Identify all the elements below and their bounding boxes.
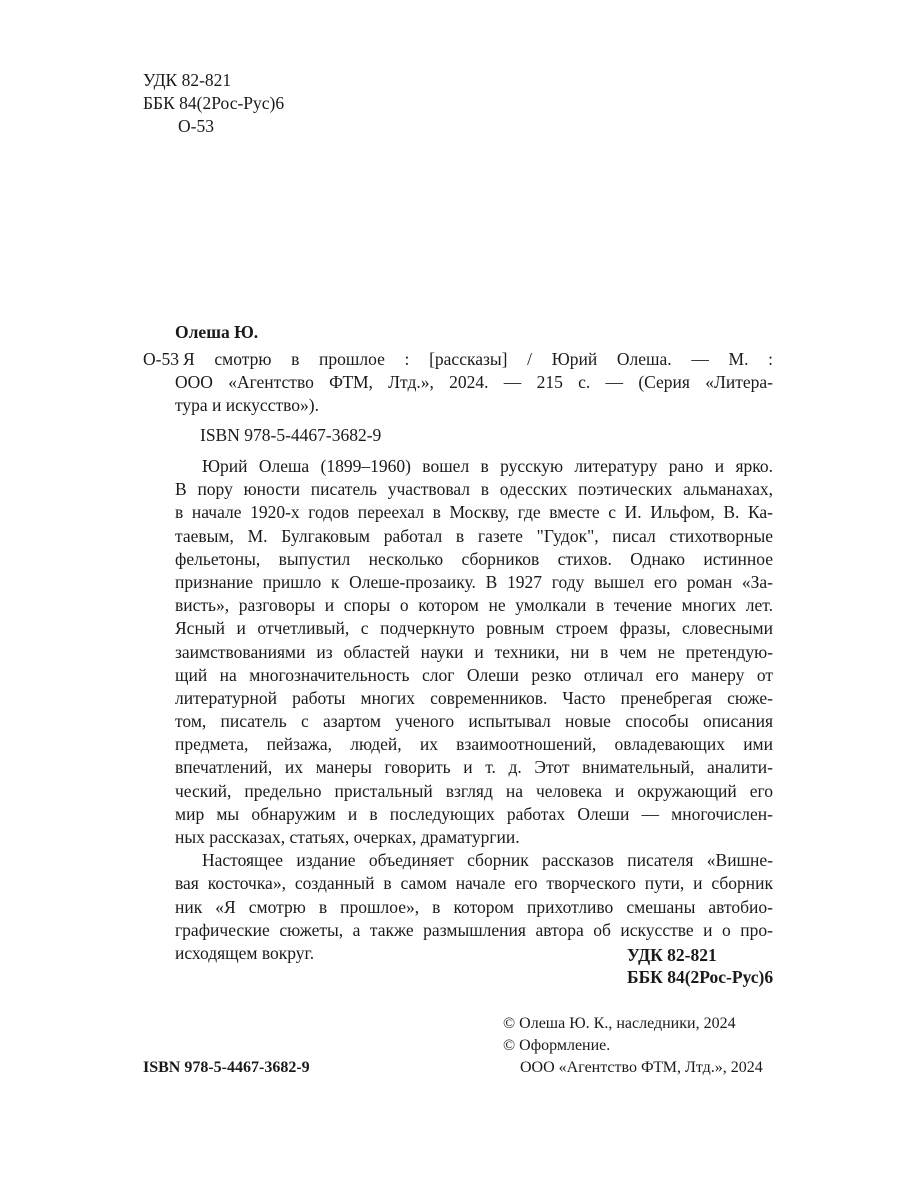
annotation-line: ник «Я смотрю в прошлое», в котором прихотливо смешаны автобио- (175, 896, 773, 917)
bbk-code: ББК 84(2Рос-Рус)6 (143, 93, 285, 113)
annotation-line: Настоящее издание объединяет сборник рассказов писателя «Вишне- (202, 850, 773, 871)
annotation (175, 455, 773, 965)
author-mark: О-53 (178, 116, 214, 136)
annotation-line: в начале 1920-х годов переехал в Москву, где вместе с И. Ильфом, В. Ка- (175, 502, 773, 523)
annotation-line: таевым, М. Булгаковым работал в газете "Гудок", писал стихотворные (175, 525, 773, 546)
annotation-line: впечатлений, их манеры говорить и т. д. Этот внимательный, аналити- (175, 757, 773, 778)
annotation-line: заимствованиями из областей науки и техники, ни в чем не претендую- (175, 641, 773, 662)
udk-code: УДК 82-821 (143, 70, 232, 90)
annotation-line: ческий, предельно пристальный взгляд на человека и окружающий его (175, 780, 773, 801)
annotation-line: ных рассказах, статьях, очерках, драматургии. (175, 827, 520, 847)
annotation-line: мир мы обнаружим и в последующих работах Олеши — многочислен- (175, 803, 773, 824)
entry-mark: О-53 (143, 349, 179, 369)
entry-author: Олеша Ю. (175, 322, 259, 342)
annotation-line: фельетоны, выпустил несколько сборников стихов. Однако истинное (175, 548, 773, 569)
annotation-line: графические сюжеты, а также размышления автора об искусстве и о про- (175, 919, 773, 940)
udk-code-bottom: УДК 82-821 (627, 945, 717, 965)
annotation-line: исходящем вокруг. (175, 942, 315, 963)
entry-line: тура и искусство»). (175, 395, 319, 416)
annotation-line: В пору юности писатель участвовал в одесских поэтических альманахах, (175, 479, 773, 500)
annotation-line: том, писатель с азартом ученого испытывал новые способы описания (175, 711, 773, 732)
entry-isbn: ISBN 978-5-4467-3682-9 (200, 424, 382, 445)
copyright-line: © Олеша Ю. К., наследники, 2024 (503, 1015, 736, 1032)
annotation-line: признание пришло к Олеше-прозаику. В 1927 году вышел его роман «За- (175, 571, 773, 592)
annotation-line: висть», разговоры и споры о котором не умолкали в течение многих лет. (175, 595, 773, 616)
annotation-line: литературной работы многих современников. Часто пренебрегая сюже- (175, 687, 773, 708)
entry-line: Я смотрю в прошлое : [рассказы] / Юрий Олеша. — М. : (183, 349, 773, 369)
annotation-line: предмета, пейзажа, людей, их взаимоотношений, овладевающих ими (175, 734, 773, 755)
annotation-line: вая косточка», созданный в самом начале его творческого пути, и сборник (175, 873, 773, 894)
bbk-code-bottom: ББК 84(2Рос-Рус)6 (627, 967, 774, 987)
isbn-bottom: ISBN 978-5-4467-3682-9 (143, 1059, 310, 1076)
bibliographic-entry (143, 348, 773, 447)
annotation-line: щий на многозначительность слог Олеши резко отличал его манеру от (175, 664, 773, 685)
copyright-line: ООО «Агентство ФТМ, Лтд.», 2024 (520, 1059, 763, 1076)
entry-line: ООО «Агентство ФТМ, Лтд.», 2024. — 215 с. — (Серия «Литера- (175, 372, 773, 393)
annotation-line: Юрий Олеша (1899–1960) вошел в русскую литературу рано и ярко. (202, 456, 773, 476)
annotation-line: Ясный и отчетливый, с подчеркнуто ровным строем фразы, словесными (175, 618, 773, 639)
copyright-line: © Оформление. (503, 1037, 611, 1054)
